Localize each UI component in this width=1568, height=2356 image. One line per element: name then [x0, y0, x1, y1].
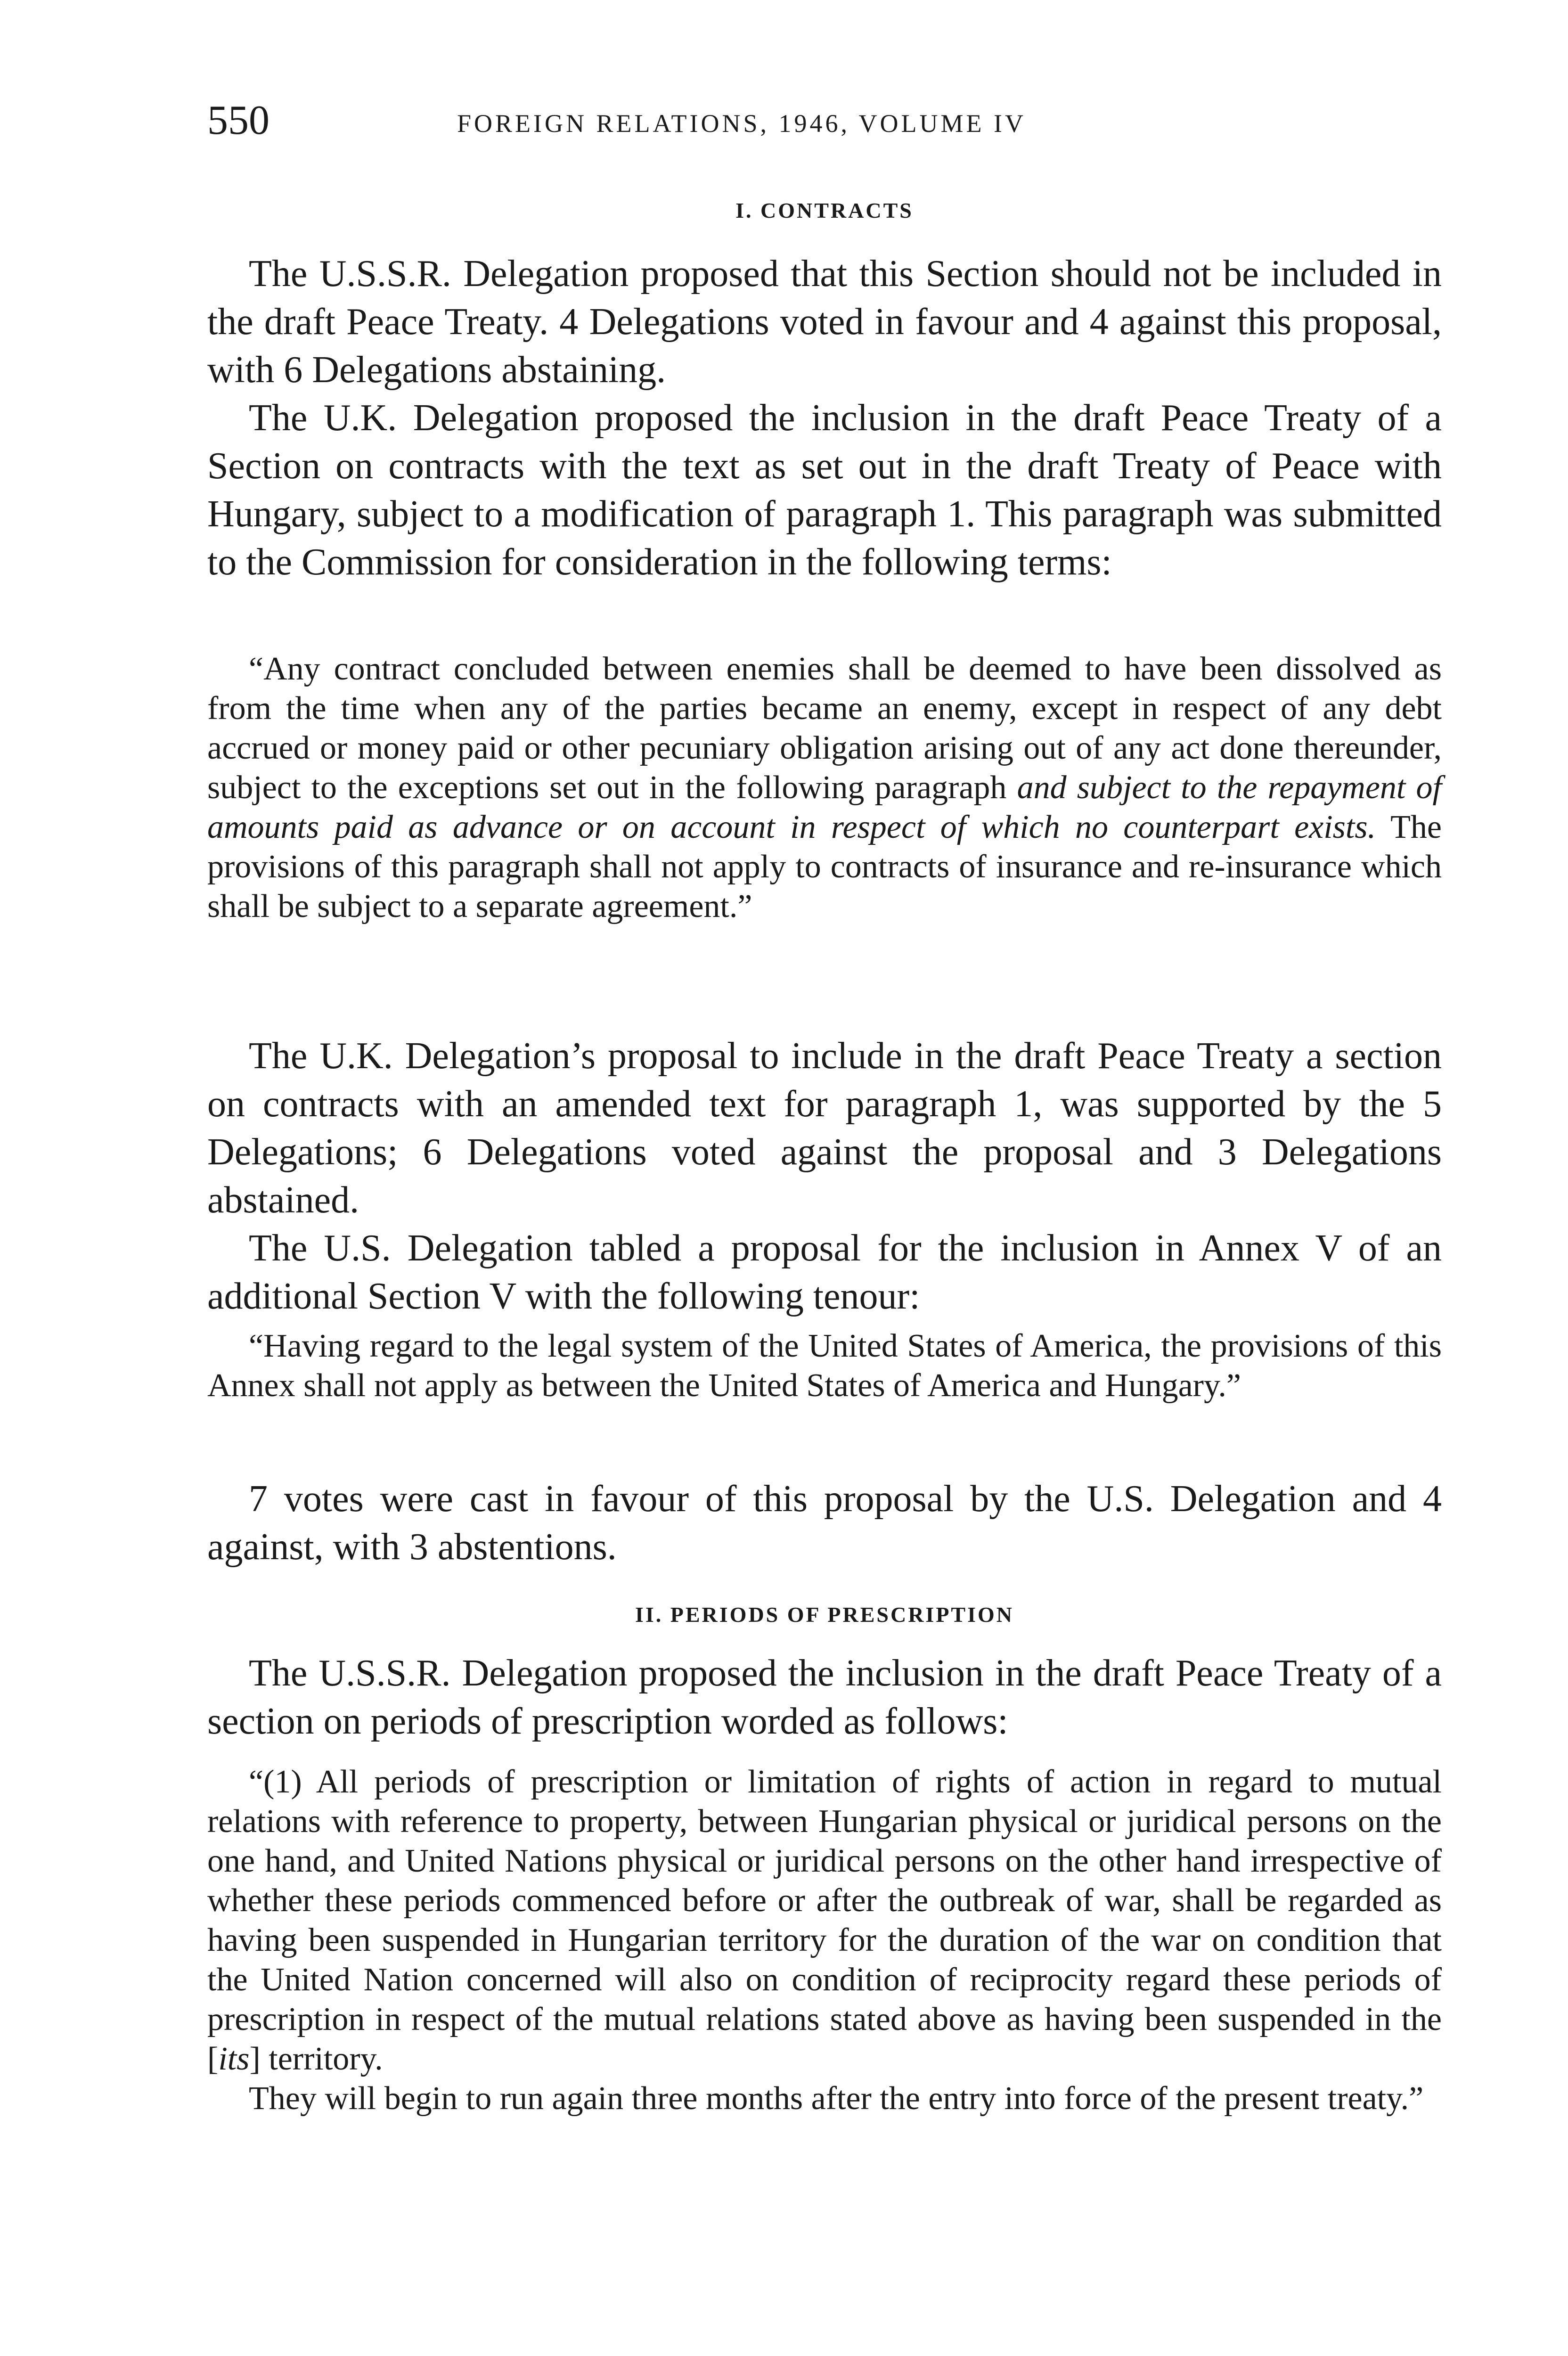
prescription-intro: [207, 1649, 1442, 1745]
quote-paragraph: “(1) All periods of prescription or limitation of rights of action in regard to mutual relations with reference to property, between Hungarian physical or juridical persons on the one hand, and United Nations physical or juridical persons on the other hand irrespective of whether these periods commenced before or after the outbreak of war, shall be regarded as having been suspended in Hungarian territory for the duration of the war on condition that the United Nation concerned will also on condition of reciprocity regard these periods of prescription in respect of the mutual relations stated above as having been suspended in the [its] territory.: [207, 1764, 1442, 2077]
contracts-intro: [207, 250, 1442, 586]
quote-paragraph: They will begin to run again three months after the entry into force of the present treaty.”: [249, 2080, 1424, 2117]
quote-paragraph: “Any contract concluded between enemies shall be deemed to have been dissolved as from the time when any of the parties became an enemy, except in respect of any debt accrued or money paid or other pecuniary obligation arising out of any act done thereunder, subject to the exceptions set out in the following paragraph and subject to the repayment of amounts paid as advance or on account in respect of which no counterpart exists. The provisions of this paragraph shall not apply to contracts of insurance and re-insurance which shall be subject to a separate agreement.”: [207, 651, 1442, 924]
contracts-result: [207, 1475, 1442, 1571]
paragraph: 7 votes were cast in favour of this proposal by the U.S. Delegation and 4 against, with 3 abstentions.: [207, 1478, 1442, 1568]
quote-us-proposal: [207, 1326, 1442, 1406]
quote-prescription: [207, 1762, 1442, 2119]
contracts-votes: [207, 1032, 1442, 1320]
italic-insertion: and subject to the repayment of amounts paid as advance or on account in respect of which no counterpart exists.: [207, 769, 1442, 845]
paragraph: The U.K. Delegation proposed the inclusion in the draft Peace Treaty of a Section on contracts with the text as set out in the draft Treaty of Peace with Hungary, subject to a modification of paragraph 1. This paragraph was submitted to the Commission for consideration in the following terms:: [207, 397, 1442, 583]
paragraph: The U.S.S.R. Delegation proposed that this Section should not be included in the draft Peace Treaty. 4 Delegations voted in favour and 4 against this proposal, with 6 Delegations abstaining.: [207, 253, 1442, 391]
page-number: 550: [207, 98, 270, 143]
running-head: [207, 97, 1442, 153]
section-heading-prescription: II. PERIODS OF PRESCRIPTION: [635, 1603, 1014, 1627]
section-heading-contracts: I. CONTRACTS: [735, 198, 914, 222]
paragraph: The U.K. Delegation’s proposal to include in the draft Peace Treaty a section on contracts with an amended text for paragraph 1, was supported by the 5 Delegations; 6 Delegations voted against the proposal and 3 Delegations abstained.: [207, 1035, 1442, 1221]
quote-contracts: [207, 649, 1442, 926]
running-title: FOREIGN RELATIONS, 1946, VOLUME IV: [457, 109, 1026, 138]
italic-insertion: its: [218, 2041, 250, 2077]
paragraph: The U.S. Delegation tabled a proposal for the inclusion in Annex V of an additional Section V with the following tenour:: [207, 1227, 1442, 1317]
quote-paragraph: “Having regard to the legal system of the United States of America, the provisions of this Annex shall not apply as between the United States of America and Hungary.”: [207, 1328, 1442, 1404]
paragraph: The U.S.S.R. Delegation proposed the inclusion in the draft Peace Treaty of a section on periods of prescription worded as follows:: [207, 1652, 1442, 1742]
